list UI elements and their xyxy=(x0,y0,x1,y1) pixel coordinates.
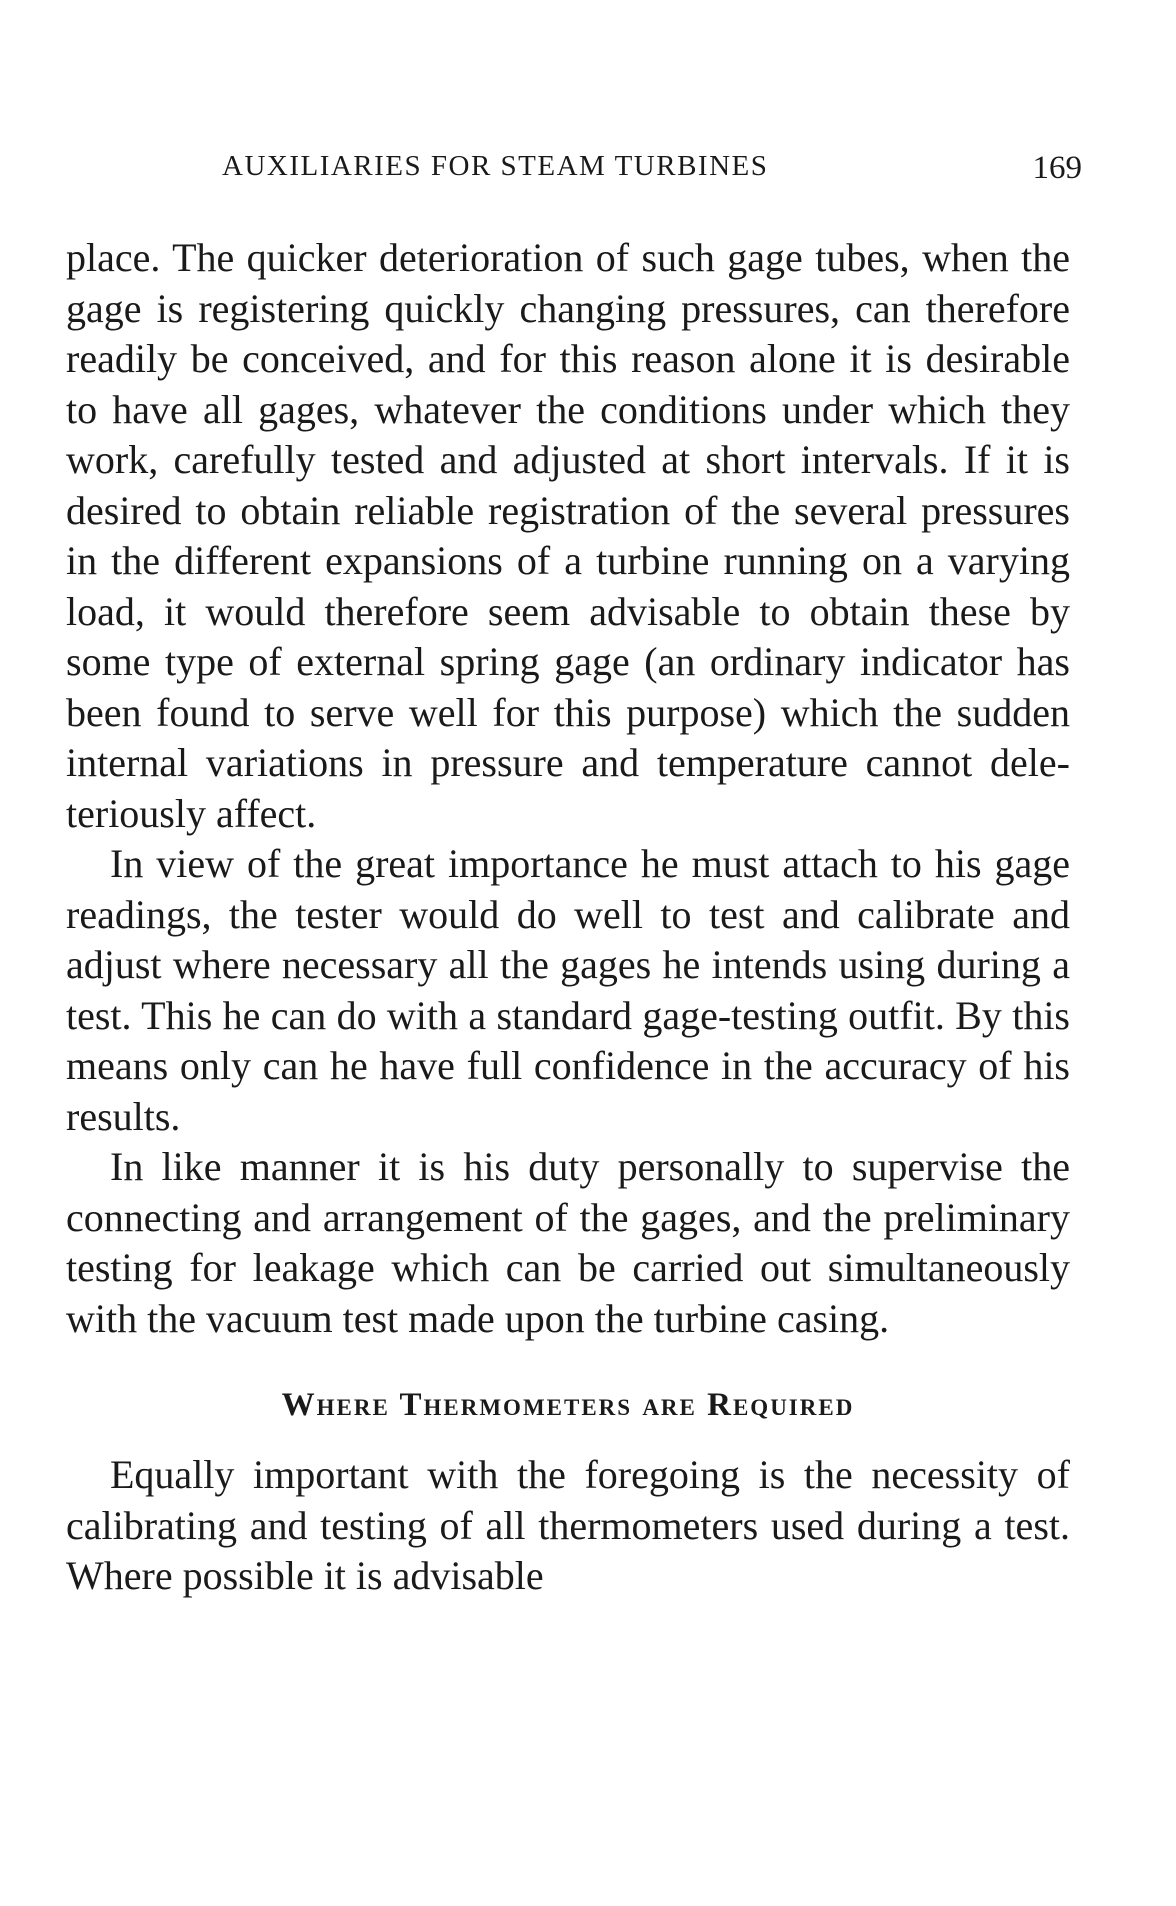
page-number: 169 xyxy=(1032,150,1082,186)
body-text xyxy=(66,233,1070,1602)
paragraph-supervise-gages: In like manner it is his duty personally to supervise the connecting and arrangement of the gages, and the preliminary testing for leakage which can be carried out simultaneously with the vacuum test made upon the turbine casing. xyxy=(66,1144,1070,1341)
paragraph-gage-readings: In view of the great importance he must attach to his gage readings, the tester would do well to test and calibrate and adjust where necessary all the gages he intends using during a test. This he can do with a standard gage-testing outfit. By this means only can he have full confidence in the accuracy of his results. xyxy=(66,841,1070,1139)
running-head xyxy=(222,150,1082,200)
section-heading: Where Thermometers are Required xyxy=(281,1387,855,1423)
running-title: AUXILIARIES FOR STEAM TURBINES xyxy=(222,150,769,182)
paragraph-continued: place. The quicker deterioration of such gage tubes, when the gage is registering quickly changing pressures, can therefore readily be conceived, and for this reason alone it is desirable to have all gages, whatever the conditions under which they work, carefully tested and adjusted at short intervals. If it is desired to obtain reliable registration of the several pressures in the different expansions of a turbine running on a varying load, it would therefore seem advisable to obtain these by some type of external spring gage (an ordinary indicator has been found to serve well for this purpose) which the sudden internal variations in pressure and temperature cannot deleteriously affect. xyxy=(66,235,1070,836)
paragraph-thermometers: Equally important with the foregoing is the necessity of calibrating and testing of all thermometers used during a test. Where possible it is advisable xyxy=(66,1452,1070,1598)
